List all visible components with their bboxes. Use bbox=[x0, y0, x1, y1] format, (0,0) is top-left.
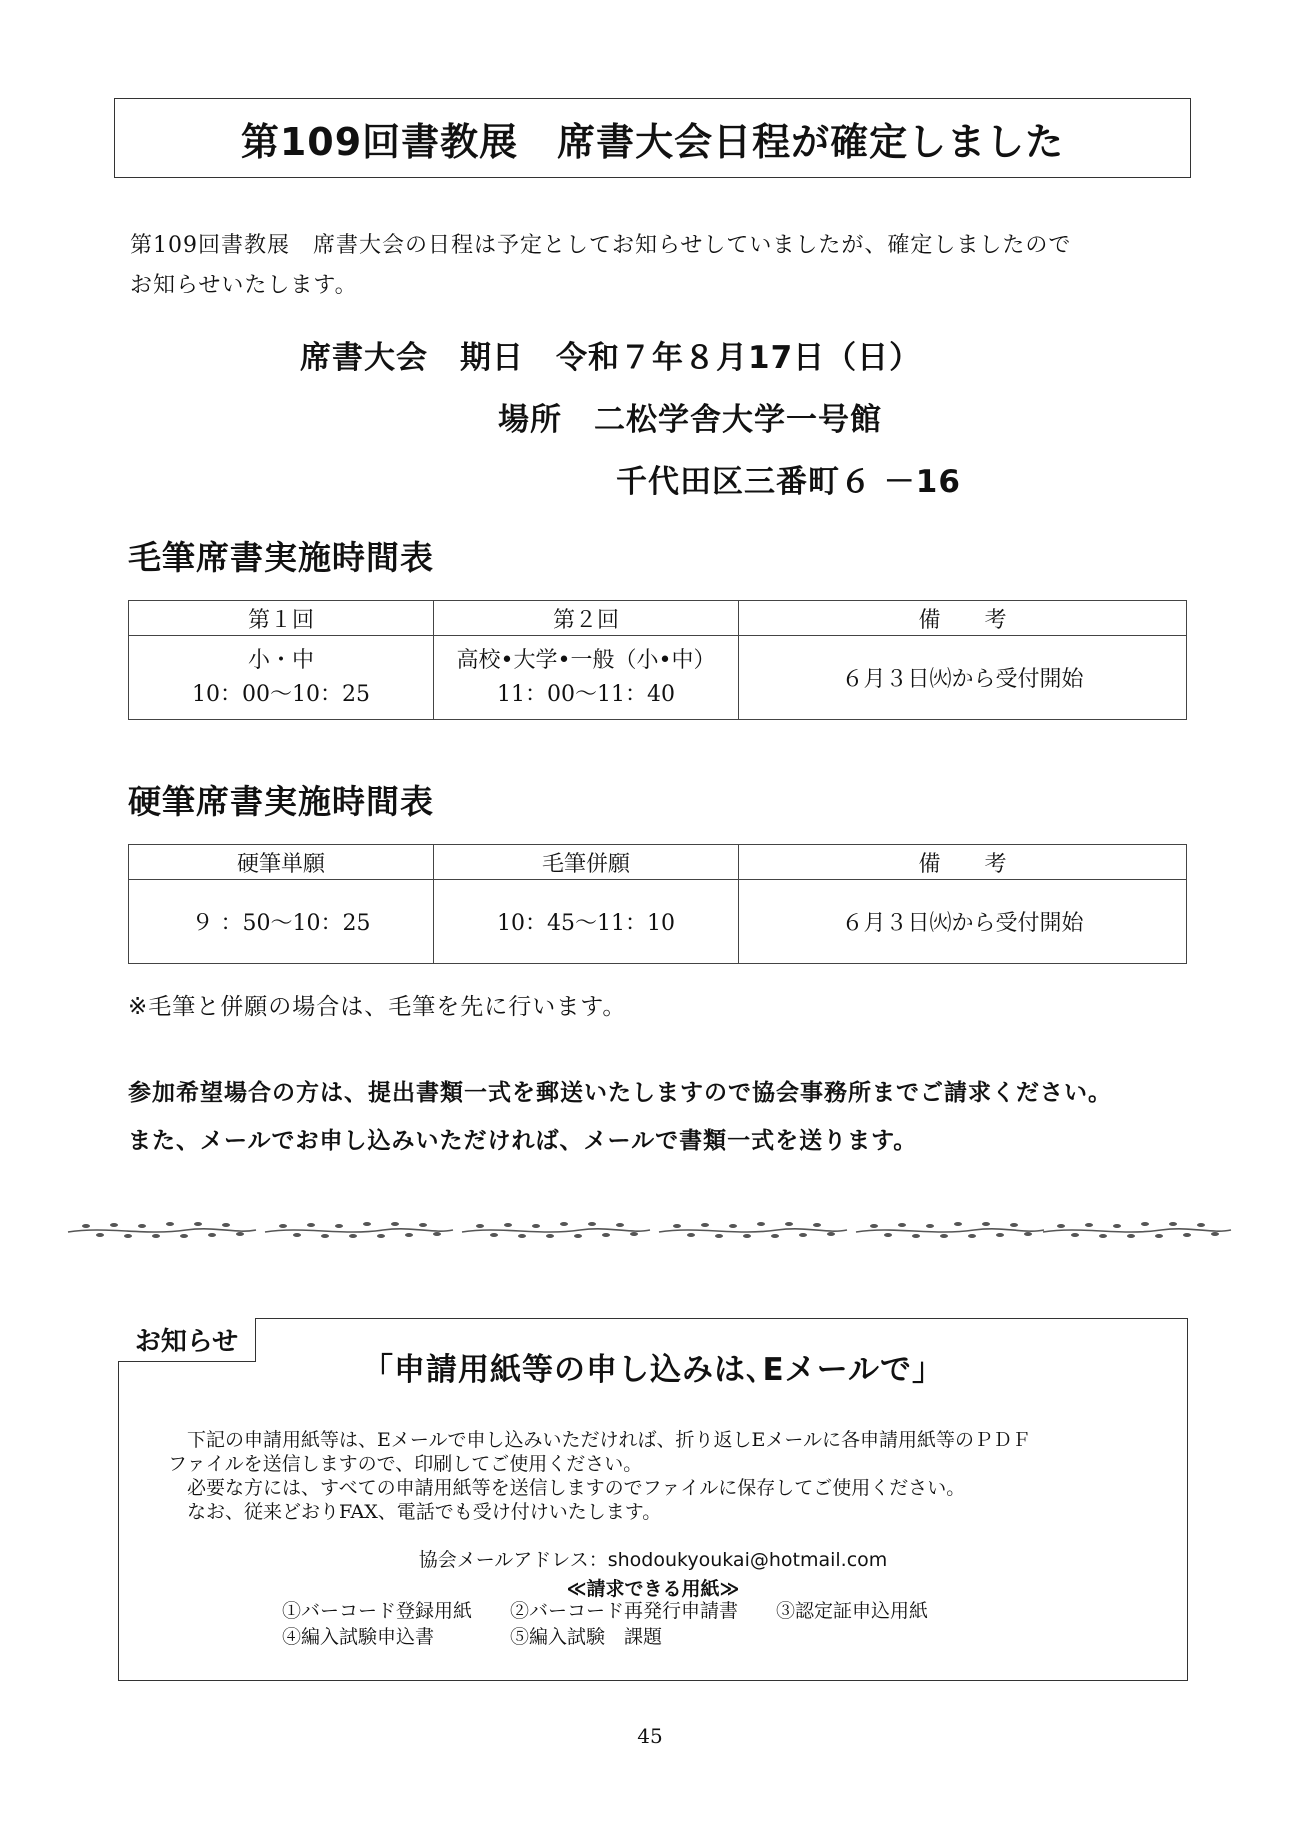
table-row bbox=[129, 880, 1187, 964]
notice-body bbox=[168, 1428, 1148, 1524]
notice-paragraph: ファイルを送信しますので、印刷してご使用ください。 bbox=[168, 1453, 643, 1475]
forms-row: ①バーコード登録用紙 ②バーコード再発行申請書 ③認定証申込用紙 bbox=[282, 1600, 929, 1622]
header-cell: 第１回 bbox=[129, 601, 434, 636]
vine-divider bbox=[66, 1212, 1236, 1246]
forms-list bbox=[282, 1598, 928, 1650]
forms-title: ≪請求できる用紙≫ bbox=[566, 1578, 740, 1600]
page-number: 45 bbox=[637, 1724, 663, 1748]
header-cell: 備 考 bbox=[739, 845, 1187, 880]
event-date: 席書大会 期日 令和７年８月17日（日） bbox=[300, 340, 922, 376]
notice-tab-label: お知らせ bbox=[118, 1318, 256, 1362]
cell-line: 11：00～11：40 bbox=[497, 681, 675, 707]
title-box bbox=[114, 98, 1191, 178]
combined-note: ※毛筆と併願の場合は、毛筆を先に行います。 bbox=[128, 994, 627, 1020]
table-header-row bbox=[129, 601, 1187, 636]
intro-text bbox=[130, 226, 1190, 306]
event-venue: 場所 二松学舎大学一号館 bbox=[498, 402, 882, 438]
table-cell: ９ ：50～10：25 bbox=[129, 880, 434, 964]
cell-line: 小・中 bbox=[247, 647, 314, 673]
apply-line-2: また、メールでお申し込みいただければ、メールで書類一式を送ります。 bbox=[128, 1128, 918, 1154]
table-cell: ６月３日㈫から受付開始 bbox=[739, 636, 1187, 720]
brush-schedule-heading: 毛筆席書実施時間表 bbox=[128, 538, 434, 577]
notice-paragraph: 下記の申請用紙等は、Eメールで申し込みいただければ、折り返しEメールに各申請用紙等のＰＤＦ bbox=[168, 1429, 1031, 1451]
table-cell: ６月３日㈫から受付開始 bbox=[739, 880, 1187, 964]
page-title: 第109回書教展 席書大会日程が確定しました bbox=[240, 119, 1065, 164]
header-cell: 毛筆併願 bbox=[434, 845, 739, 880]
intro-line-1: 第109回書教展 席書大会の日程は予定としてお知らせしていましたが、確定しましたので bbox=[130, 233, 1072, 258]
table-cell bbox=[129, 636, 434, 720]
pen-schedule-heading: 硬筆席書実施時間表 bbox=[128, 782, 434, 821]
header-cell: 硬筆単願 bbox=[129, 845, 434, 880]
apply-line-1: 参加希望場合の方は、提出書類一式を郵送いたしますので協会事務所までご請求ください。 bbox=[128, 1080, 1112, 1106]
table-header-row bbox=[129, 845, 1187, 880]
event-address: 千代田区三番町６ －16 bbox=[616, 464, 961, 500]
association-email: 協会メールアドレス：shodoukyoukai@hotmail.com bbox=[418, 1549, 888, 1571]
table-cell: 10：45～11：10 bbox=[434, 880, 739, 964]
pen-schedule-table bbox=[128, 844, 1187, 964]
brush-schedule-table bbox=[128, 600, 1187, 720]
forms-row: ④編入試験申込書 ⑤編入試験 課題 bbox=[282, 1626, 663, 1648]
intro-line-2: お知らせいたします。 bbox=[130, 273, 358, 298]
cell-line: 高校•大学•一般（小•中） bbox=[456, 647, 716, 673]
header-cell: 第２回 bbox=[434, 601, 739, 636]
table-row bbox=[129, 636, 1187, 720]
notice-title: 「申請用紙等の申し込みは､Eメールで」 bbox=[361, 1352, 945, 1388]
header-cell: 備 考 bbox=[739, 601, 1187, 636]
notice-paragraph: なお、従来どおりFAX、電話でも受け付けいたします。 bbox=[168, 1501, 662, 1523]
cell-line: 10：00～10：25 bbox=[192, 681, 370, 707]
notice-paragraph: 必要な方には、すべての申請用紙等を送信しますのでファイルに保存してご使用ください。 bbox=[168, 1477, 966, 1499]
table-cell bbox=[434, 636, 739, 720]
